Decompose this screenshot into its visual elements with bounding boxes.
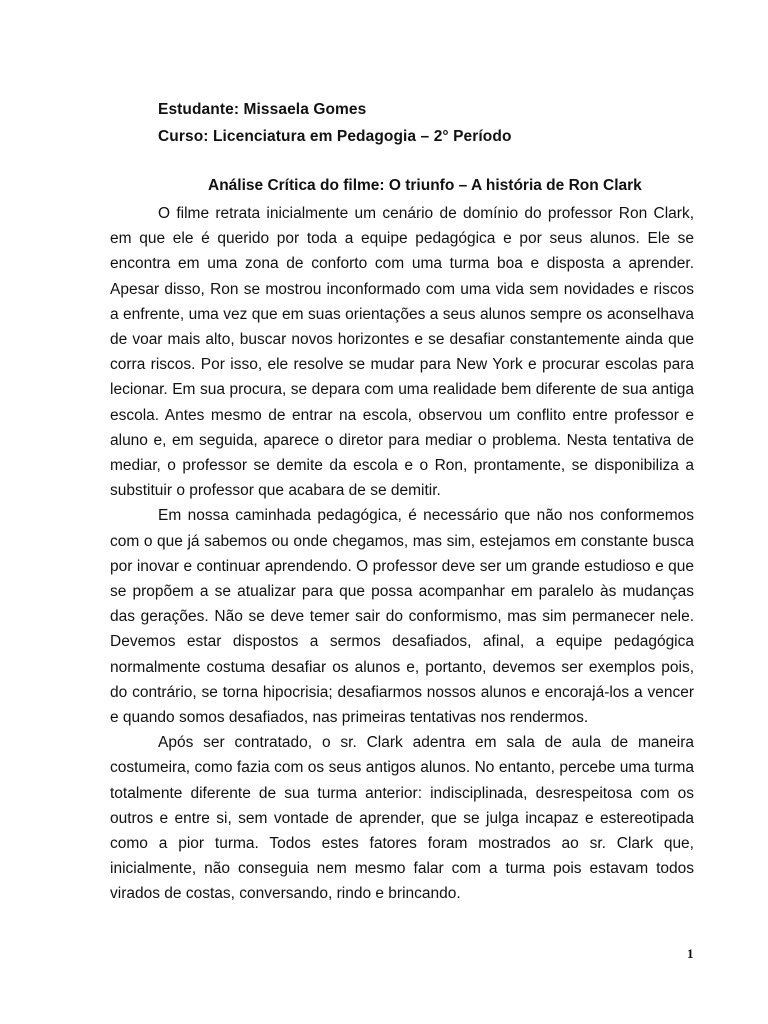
student-name: Estudante: Missaela Gomes bbox=[158, 101, 367, 118]
document-title: Análise Crítica do filme: O triunfo – A história de Ron Clark bbox=[208, 177, 642, 194]
paragraph: Após ser contratado, o sr. Clark adentra em sala de aula de maneira costumeira, como fazia com os seus antigos alunos. No entanto, percebe uma turma totalmente diferente de sua turma anterior: indisciplinada, desrespeitosa com os outros e entre si, sem vontade de aprender, que se julga incapaz e estereotipada como a pior turma. Todos estes fatores foram mostrados ao sr. Clark que, inicialmente, não conseguia nem mesmo falar com a turma pois estavam todos virados de costas, conversando, rindo e brincando. bbox=[110, 734, 694, 903]
paragraph: O filme retrata inicialmente um cenário de domínio do professor Ron Clark, em que ele é querido por toda a equipe pedagógica e por seus alunos. Ele se encontra em uma zona de conforto com uma turma boa e disposta a aprender. Apesar disso, Ron se mostrou inconformado com uma vida sem novidades e riscos a enfrente, uma vez que em suas orientações a seus alunos sempre os aconselhava de voar mais alto, buscar novos horizontes e se desafiar constantemente ainda que corra riscos. Por isso, ele resolve se mudar para New York e procurar escolas para lecionar. Em sua procura, se depara com uma realidade bem diferente de sua antiga escola. Antes mesmo de entrar na escola, observou um conflito entre professor e aluno e, em seguida, aparece o diretor para mediar o problema. Nesta tentativa de mediar, o professor se demite da escola e o Ron, prontamente, se disponibiliza a substituir o professor que acabara de se demitir. bbox=[110, 205, 694, 500]
course-info: Curso: Licenciatura em Pedagogia – 2° Período bbox=[158, 128, 512, 145]
page-number: 1 bbox=[687, 946, 694, 961]
paragraph: Em nossa caminhada pedagógica, é necessário que não nos conformemos com o que já sabemos ou onde chegamos, mas sim, estejamos em constante busca por inovar e continuar aprendendo. O professor deve ser um grande estudioso e que se propõem a se atualizar para que possa acompanhar em paralelo às mudanças das gerações. Não se deve temer sair do conformismo, mas sim permanecer nele. Devemos estar dispostos a sermos desafiados, afinal, a equipe pedagógica normalmente costuma desafiar os alunos e, portanto, devemos ser exemplos pois, do contrário, se torna hipocrisia; desafiarmos nossos alunos e encorajá-los a vencer e quando somos desafiados, nas primeiras tentativas nos rendermos. bbox=[110, 507, 694, 727]
document-body bbox=[110, 201, 694, 907]
